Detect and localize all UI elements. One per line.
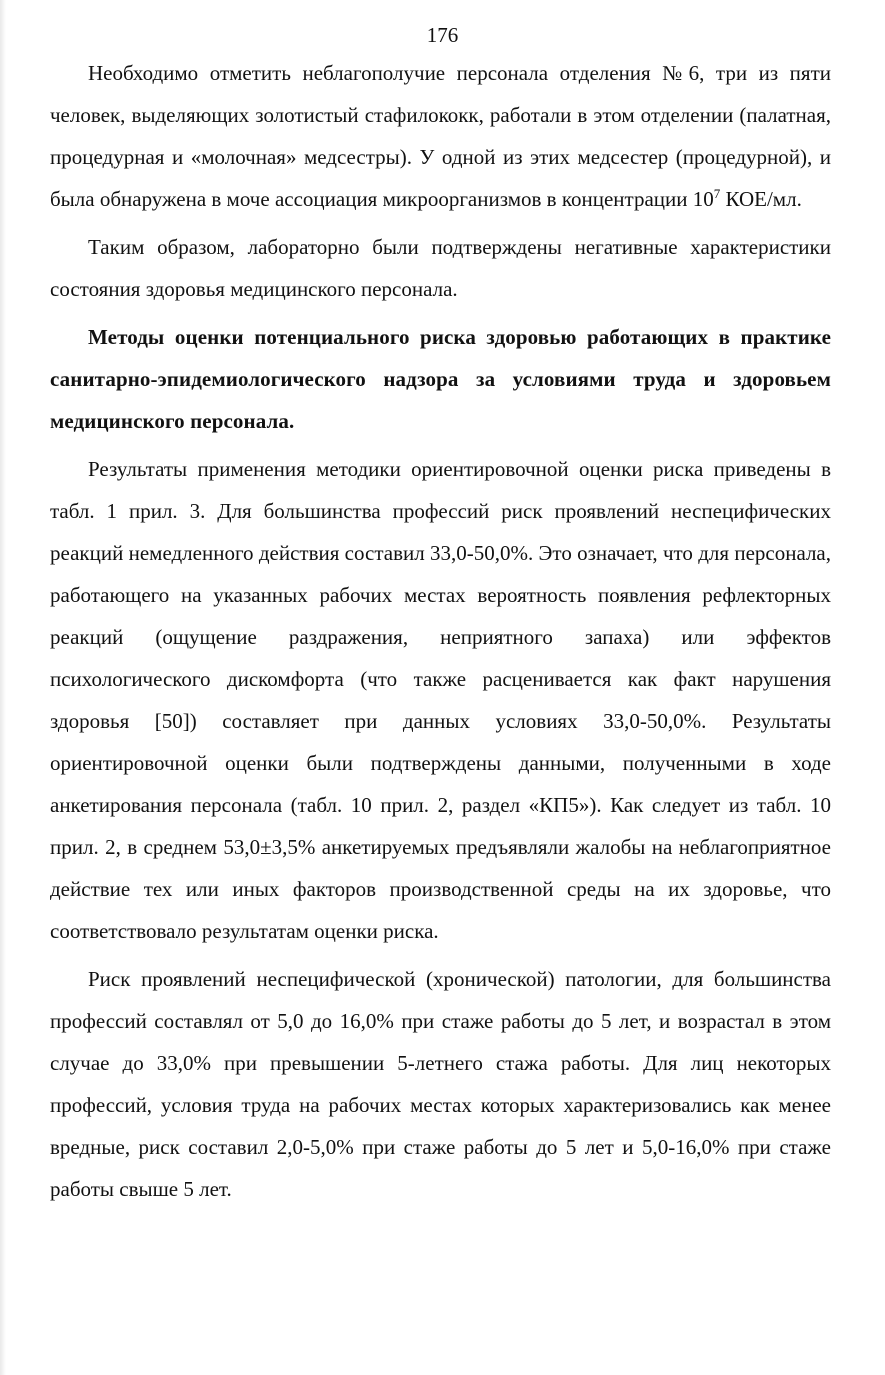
section-heading: Методы оценки потенциального риска здоровью работающих в практике санитарно-эпидемиологического надзора за условиями труда и здоровьем медицинского персонала. — [50, 325, 831, 433]
paragraph-risk-results: Результаты применения методики ориентировочной оценки риска приведены в табл. 1 прил. 3. Для большинства профессий риск проявлений неспецифических реакций немедленного действия составил 33,0-50,0%. Это означает, что для персонала, работающего на указанных рабочих местах вероятность появления рефлекторных реакций (ощущение раздражения, неприятного запаха) или эффектов психологического дискомфорта (что также расценивается как факт нарушения здоровья [50]) составляет при данных условиях 33,0-50,0%. Результаты ориентировочной оценки были подтверждены данными, полученными в ходе анкетирования персонала (табл. 10 прил. 2, раздел «КП5»). Как следует из табл. 10 прил. 2, в среднем 53,0±3,5% анкетируемых предъявляли жалобы на неблагоприятное действие тех или иных факторов производственной среды на их здоровье, что соответствовало результатам оценки риска. — [50, 457, 831, 943]
page-number: 176 — [426, 23, 459, 47]
exponent: 7 — [713, 186, 721, 201]
paragraph-staff-infection — [50, 52, 831, 220]
paragraph-text-unit: КОЕ/мл. — [720, 187, 802, 211]
paragraph-text: Необходимо отметить неблагополучие персонала отделения №6, три из пяти человек, выделяющих золотистый стафилококк, работали в этом отделении (палатная, процедурная и «молочная» медсестры). У одной из этих медсестер (процедурной), и была обнаружена в моче ассоциация микроорганизмов в концентрации 10 — [50, 61, 831, 211]
scan-edge-shadow — [0, 0, 6, 1375]
paragraph-conclusion: Таким образом, лабораторно были подтверждены негативные характеристики состояния здоровья медицинского персонала. — [50, 235, 831, 301]
paragraph-chronic-risk: Риск проявлений неспецифической (хронической) патологии, для большинства профессий составлял от 5,0 до 16,0% при стаже работы до 5 лет, и возрастал в этом случае до 33,0% при превышении 5-летнего стажа работы. Для лиц некоторых профессий, условия труда на рабочих местах которых характеризовались как менее вредные, риск составил 2,0-5,0% при стаже работы до 5 лет и 5,0-16,0% при стаже работы свыше 5 лет. — [50, 967, 831, 1201]
document-body — [50, 52, 831, 1216]
